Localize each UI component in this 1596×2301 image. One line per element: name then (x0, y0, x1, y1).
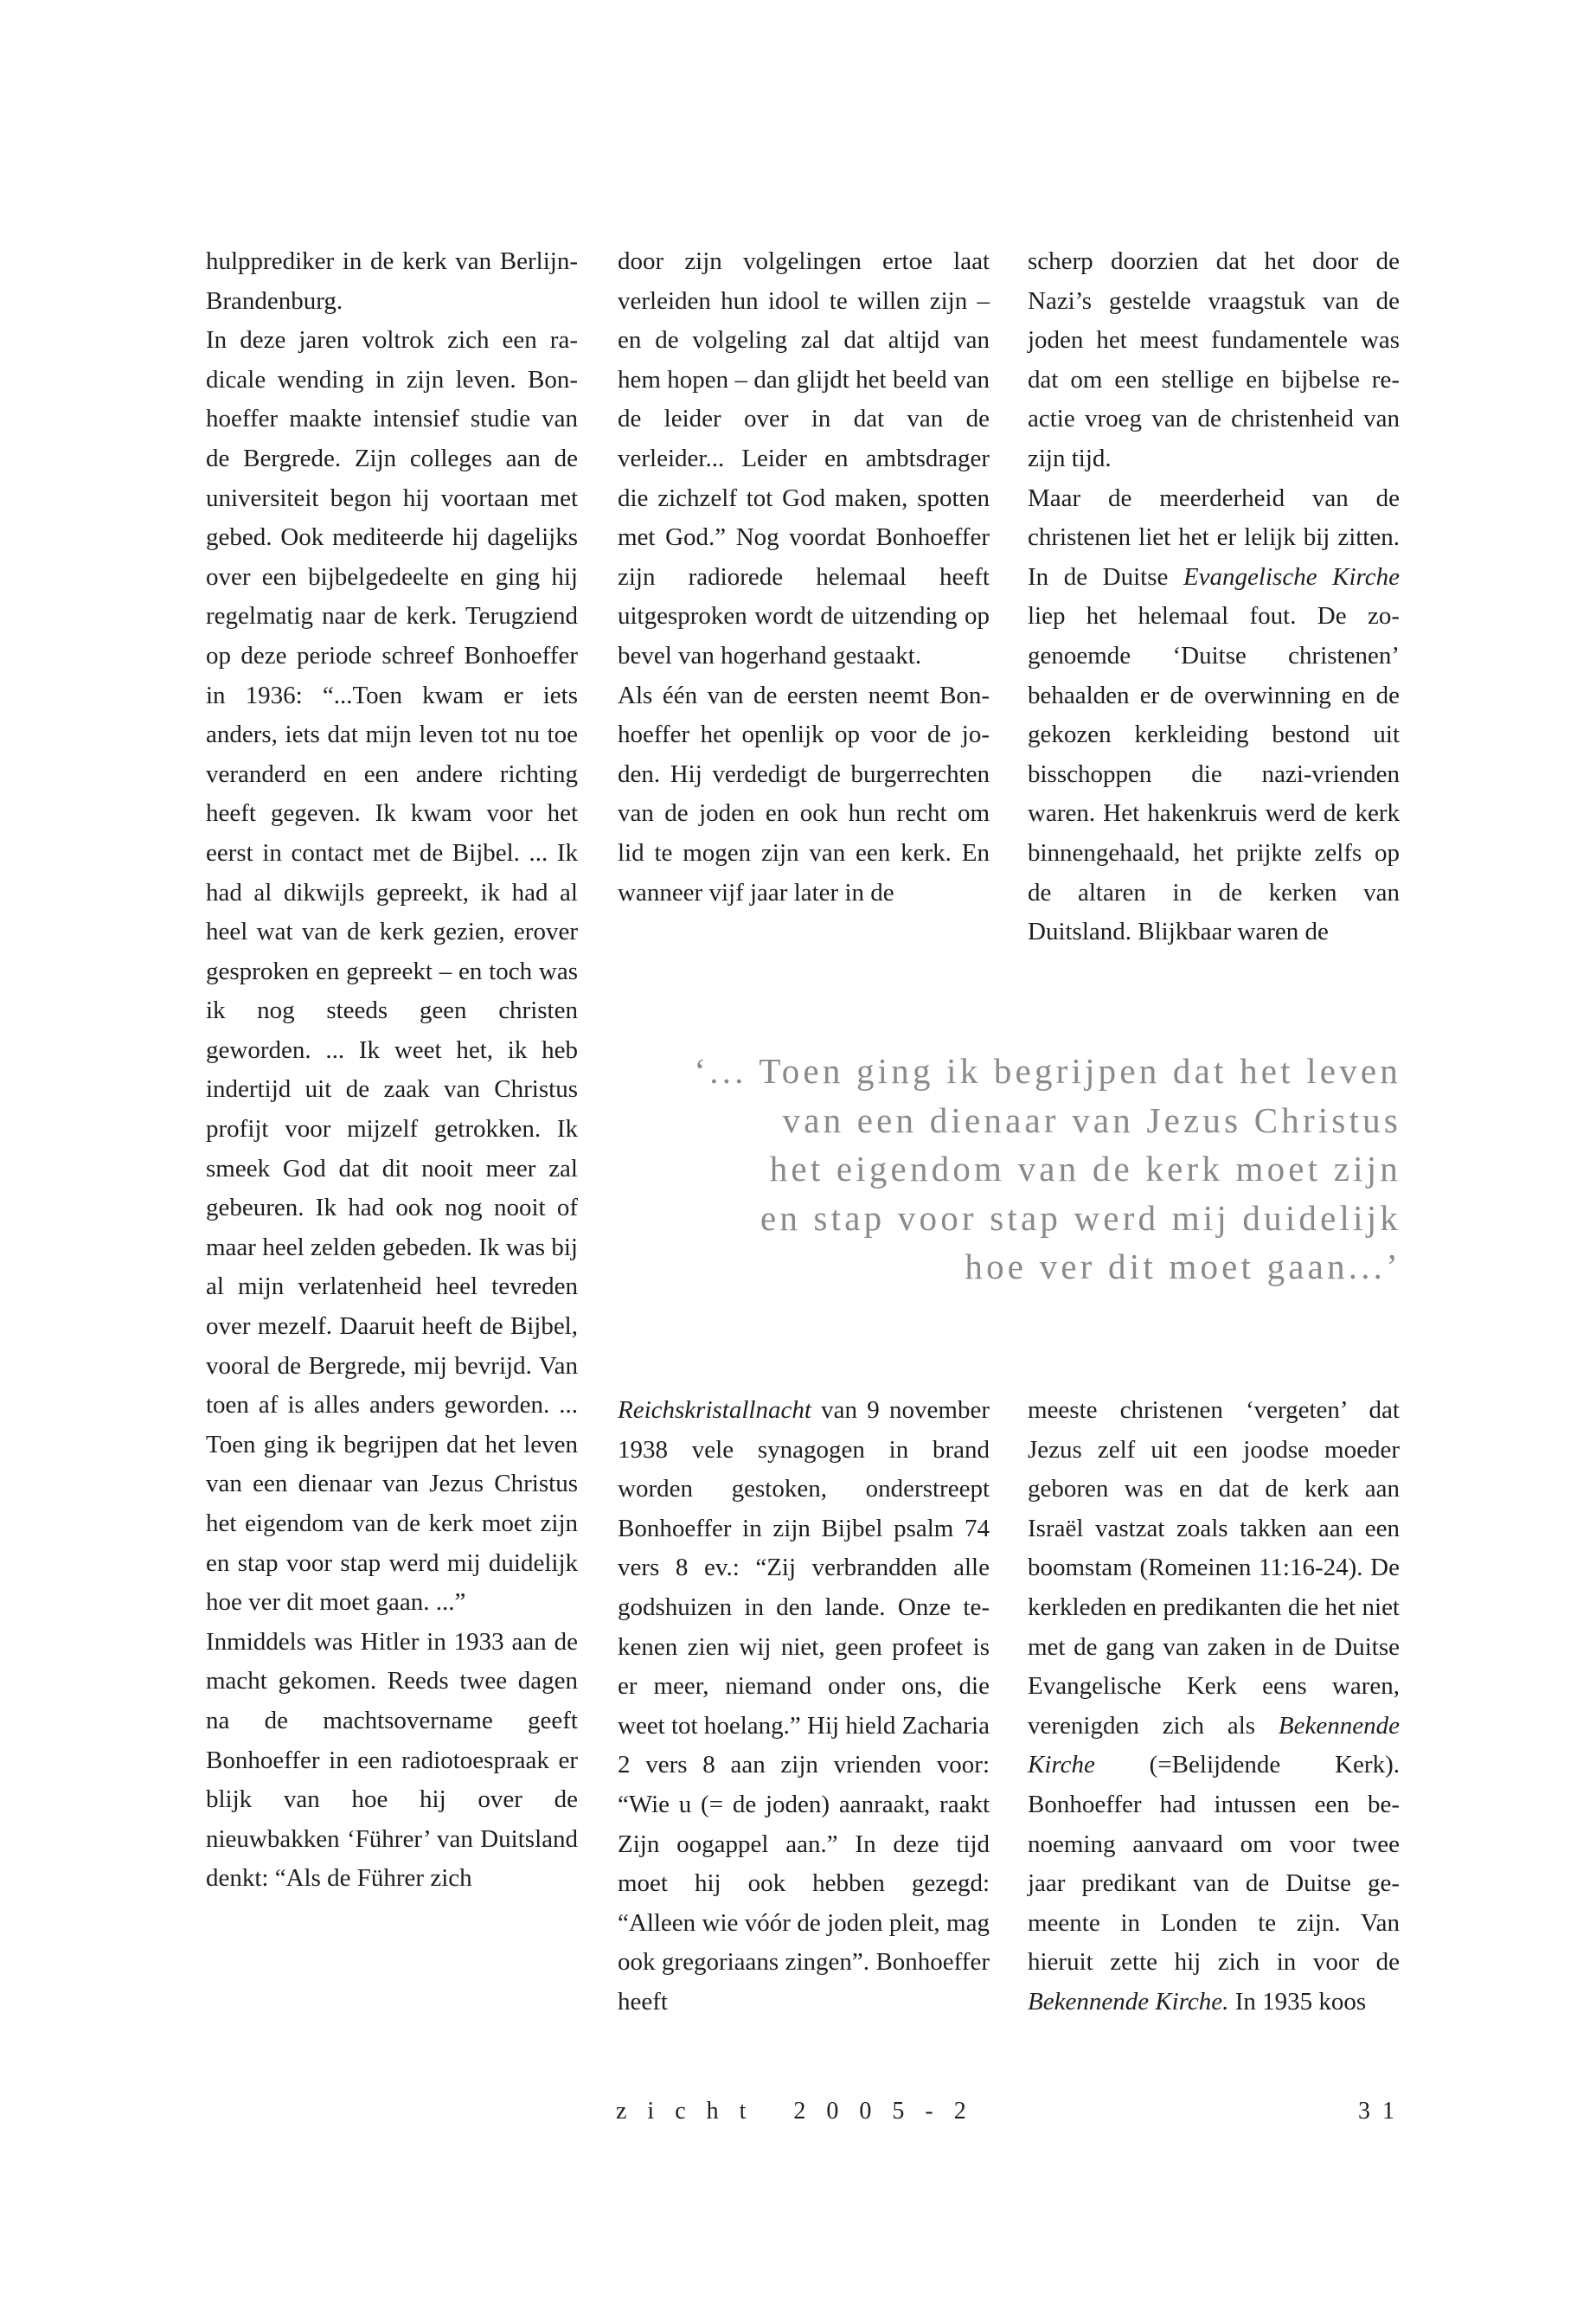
paragraph: Inmiddels was Hitler in 1933 aan de macht gekomen. Reeds twee dagen na de machtsovername geeft Bonhoeffer in een radiotoespraak er blijk van hoe hij over de nieuwbakken ‘Führer’ van Duitsland denkt: “Als de Führer zich (206, 1627, 578, 1893)
pull-quote-line: en stap voor stap werd mij duidelijk (760, 1197, 1401, 1238)
text-run: Maar de meerderheid van de christenen liet het er lelijk bij zitten. In de Duitse (1028, 484, 1400, 591)
text-column-middle-bottom (618, 1391, 990, 2066)
pull-quote-line: van een dienaar van Jezus Christus (782, 1099, 1401, 1140)
paragraph: hulpprediker in de kerk van Berlijn-Brandenburg. (206, 247, 578, 315)
text-run: (=Belijdende Kerk). Bonhoeffer had intussen een benoeming aanvaard om voor twee jaar predikant van de Duitse gemeente in Londen te zijn. Van hieruit zette hij zich in voor de (1028, 1751, 1400, 1977)
pull-quote-line: het eigendom van de kerk moet zijn (769, 1149, 1401, 1189)
text-column-left (206, 242, 578, 2050)
pull-quote-line: ‘... Toen ging ik begrijpen dat het leven (694, 1051, 1401, 1091)
paragraph (618, 1391, 990, 2022)
text-run: van 9 november 1938 vele synagogen in brand worden gestoken, onderstreept Bonhoeffer in zijn Bijbel psalm 74 vers 8 ev.: “Zij verbrandden alle godshuizen in den lande. Onze tekenen zien wij niet, geen profeet is er meer, niemand onder ons, die weet tot hoelang.” Hij hield Zacharia 2 vers 8 aan zijn vrienden voor: “Wie u (= de joden) aanraakt, raakt Zijn oogappel aan.” In deze tijd moet hij ook hebben gezegd: “Alleen wie vóór de joden pleit, mag ook gregoriaans zingen”. Bonhoeffer heeft (618, 1396, 990, 2016)
italic-term: Evangelische Kirche (1183, 562, 1400, 591)
italic-term: Bekennende Kirche. (1028, 1987, 1229, 2016)
pull-quote (606, 1047, 1401, 1292)
paragraph: scherp doorzien dat het door de Nazi’s gestelde vraagstuk van de joden het meest fundamentele was dat om een stellige en bijbelse reactie vroeg van de christenheid van zijn tijd. (1028, 247, 1400, 472)
text-column-right-bottom (1028, 1391, 1400, 2066)
text-run: In 1935 koos (1228, 1987, 1367, 2016)
paragraph: door zijn volgelingen ertoe laat verleiden hun idool te willen zijn – en de volgeling zal dat altijd van hem hopen – dan glijdt het beeld van de leider over in dat van de verleider... Leider en ambtsdrager die zichzelf tot God maken, spotten met God.” Nog voordat Bonhoeffer zijn radiorede helemaal heeft uitgesproken wordt de uitzending op bevel van hogerhand gestaakt. (618, 247, 990, 670)
footer-publication: zicht 2005-2 (616, 2098, 987, 2125)
text-run: meeste christenen ‘vergeten’ dat Jezus zelf uit een joodse moeder geboren was en dat de kerk aan Israël vastzat zoals takken aan een boomstam (Romeinen 11:16-24). De kerkleden en predikanten die het niet met de gang van zaken in de Duitse Evangelische Kerk eens waren, verenigden zich als (1028, 1396, 1400, 1740)
paragraph: In deze jaren voltrok zich een radicale wending in zijn leven. Bonhoeffer maakte intensief studie van de Bergrede. Zijn colleges aan de universiteit begon hij voortaan met gebed. Ook mediteerde hij dagelijks over een bijbelgedeelte en ging hij regelmatig naar de kerk. Terugziend op deze periode schreef Bonhoeffer in 1936: “...Toen kwam er iets anders, iets dat mijn leven tot nu toe veranderd en een andere richting heeft gegeven. Ik kwam voor het eerst in contact met de Bijbel. ... Ik had al dikwijls gepreekt, ik had al heel wat van de kerk gezien, erover gesproken en gepreekt – en toch was ik nog steeds geen christen geworden. ... Ik weet het, ik heb indertijd uit de zaak van Christus profijt voor mijzelf getrokken. Ik smeek God dat dit nooit meer zal gebeuren. Ik had ook nog nooit of maar heel zelden gebeden. Ik was bij al mijn verlatenheid heel tevreden over mezelf. Daaruit heeft de Bijbel, vooral de Bergrede, mij bevrijd. Van toen af is alles anders geworden. ... Toen ging ik begrijpen dat het leven van een dienaar van Jezus Christus het eigendom van de kerk moet zijn en stap voor stap werd mij duidelijk hoe ver dit moet gaan. ...” (206, 326, 578, 1617)
italic-term: Bekennende Kirche (1028, 1711, 1400, 1779)
text-run: liep het helemaal fout. De zogenoemde ‘Duitse christenen’ behaalden er de overwinning en de gekozen kerkleiding bestond uit bisschoppen die nazi-vrienden waren. Het hakenkruis werd de kerk binnengehaald, het prijkte zelfs op de altaren in de kerken van Duitsland. Blijkbaar waren de (1028, 602, 1400, 946)
paragraph: Als één van de eersten neemt Bonhoeffer het openlijk op voor de joden. Hij verdedigt de burgerrechten van de joden en ook hun recht om lid te mogen zijn van een kerk. En wanneer vijf jaar later in de (618, 681, 990, 907)
paragraph (1028, 479, 1400, 952)
text-column-right-top (1028, 242, 1400, 946)
paragraph (1028, 1391, 1400, 2022)
text-column-middle-top (618, 242, 990, 934)
page-number: 31 (1358, 2098, 1407, 2125)
italic-term: Reichskristallnacht (618, 1396, 811, 1424)
pull-quote-line: hoe ver dit moet gaan...’ (965, 1247, 1401, 1286)
